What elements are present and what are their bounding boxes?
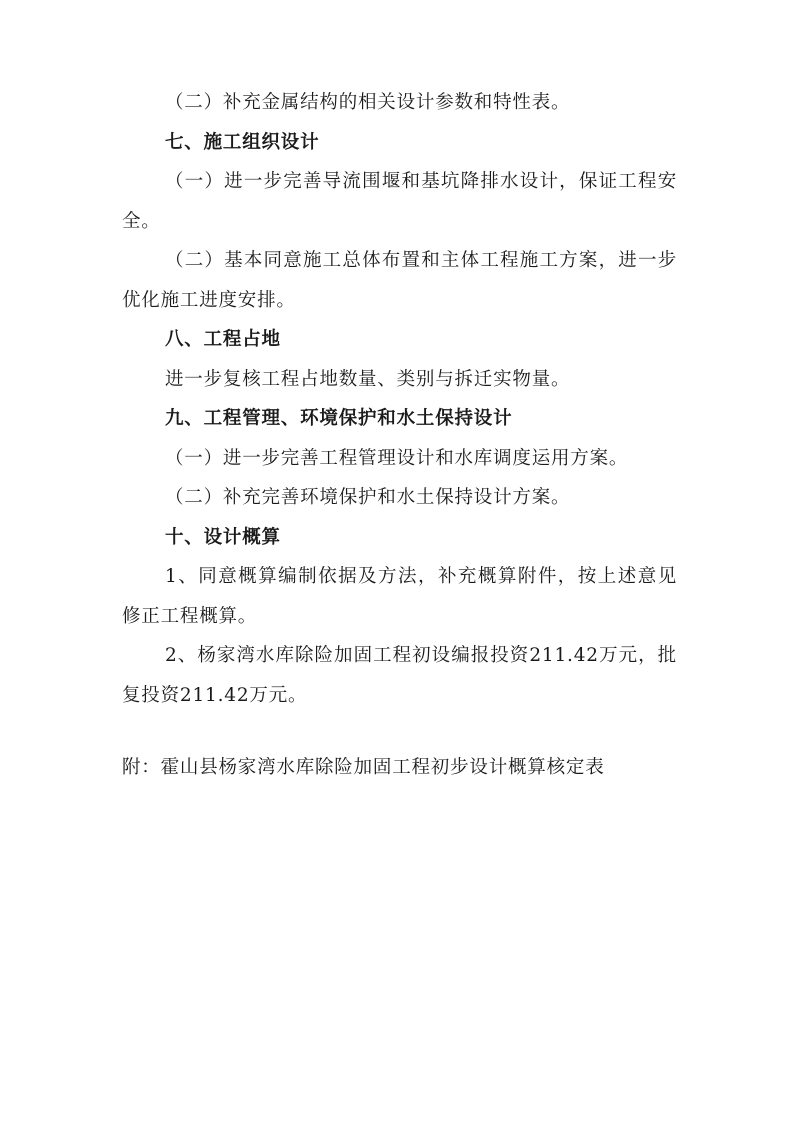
section-heading-land-occupation: 八、工程占地 bbox=[165, 329, 281, 350]
section-heading-management-environment: 九、工程管理、环境保护和水土保持设计 bbox=[165, 408, 513, 429]
paragraph-construction-layout: （二）基本同意施工总体布置和主体工程施工方案，进一步优化施工进度安排。 bbox=[122, 250, 677, 311]
blank-line bbox=[122, 715, 677, 748]
document-body bbox=[122, 83, 677, 788]
section-heading-construction-design: 七、施工组织设计 bbox=[165, 131, 320, 153]
paragraph-budget-basis: 1、同意概算编制依据及方法，补充概算附件，按上述意见修正工程概算。 bbox=[122, 566, 677, 627]
section-heading-budget-estimate: 十、设计概算 bbox=[165, 526, 281, 548]
paragraph-metal-structure: （二）补充金属结构的相关设计参数和特性表。 bbox=[165, 92, 571, 113]
paragraph-reservoir-dispatch: （一）进一步完善工程管理设计和水库调度运用方案。 bbox=[165, 447, 629, 469]
paragraph-investment-approval: 2、杨家湾水库除险加固工程初设编报投资211.42万元，批复投资211.42万元。 bbox=[122, 645, 677, 706]
paragraph-environment-protection: （二）补充完善环境保护和水土保持设计方案。 bbox=[165, 487, 571, 508]
paragraph-land-review: 进一步复核工程占地数量、类别与拆迁实物量。 bbox=[165, 368, 571, 390]
paragraph-diversion-cofferdam: （一）进一步完善导流围堰和基坑降排水设计，保证工程安全。 bbox=[122, 171, 677, 232]
attachment-note: 附：霍山县杨家湾水库除险加固工程初步设计概算核定表 bbox=[122, 757, 605, 778]
